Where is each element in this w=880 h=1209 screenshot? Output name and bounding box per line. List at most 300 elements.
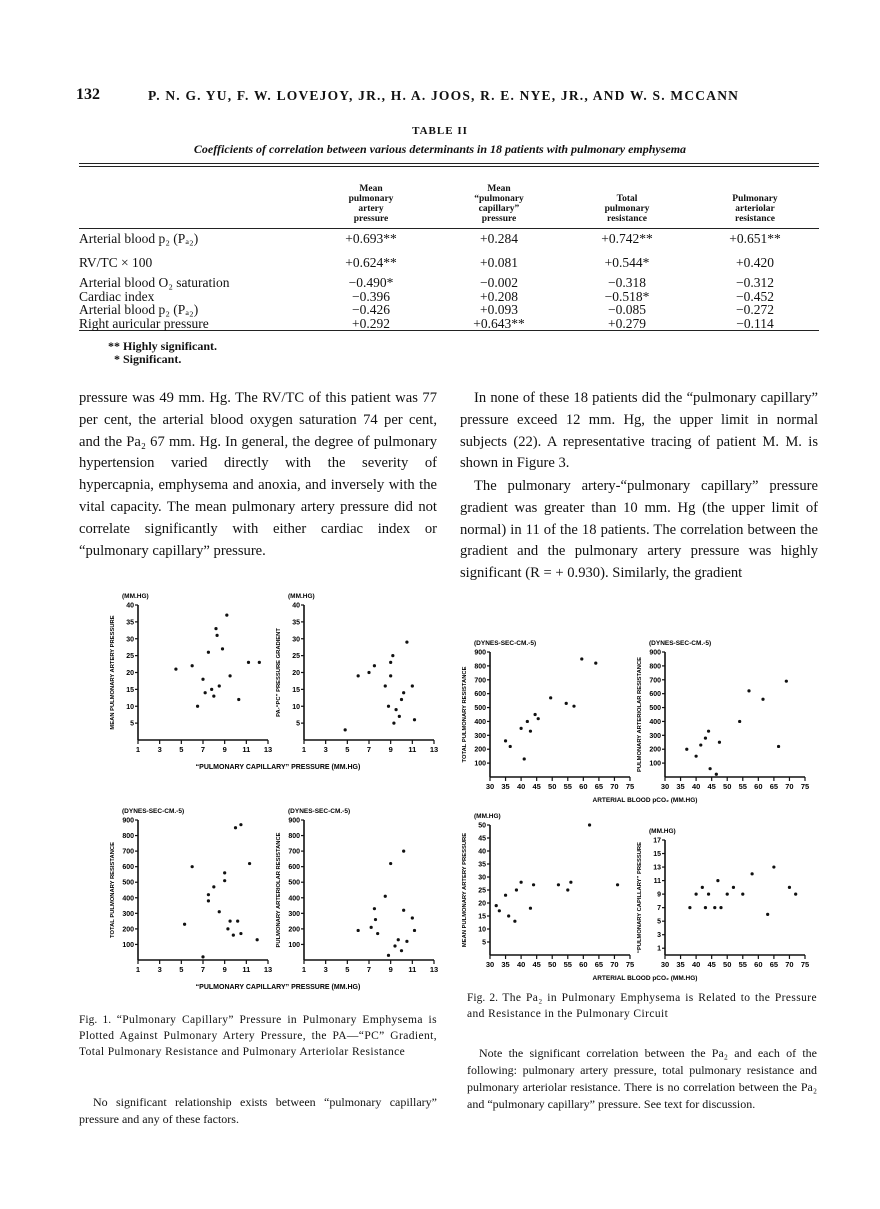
y-tick-label: 700 [122, 848, 134, 856]
data-point [402, 691, 405, 694]
y-tick-label: 50 [478, 822, 486, 830]
y-tick-label: 600 [288, 864, 300, 872]
data-point [221, 647, 224, 650]
data-point [509, 745, 512, 748]
x-tick-label: 75 [625, 782, 635, 791]
y-tick-label: 30 [126, 636, 134, 644]
cell: −0.518* [604, 288, 650, 304]
scatter-plot-1 [276, 593, 438, 754]
data-point [237, 698, 240, 701]
x-tick-label: 9 [222, 745, 227, 754]
y-tick-label: 3 [657, 932, 661, 940]
data-point [367, 671, 370, 674]
data-point [218, 684, 221, 687]
fig2-xlabel-top: ARTERIAL BLOOD pCO₂ (MM.HG) [592, 797, 698, 804]
body-text-left: pressure was 49 mm. Hg. The RV/TC of this patient was 77 per cent, the arterial blood oxygen saturation 74 per cent, and the Pa₂ 67 mm. Hg. In general, the degree of pulmonary hypertension varied directly with the severity of hypercapnia, emphysema and anoxia, and inversely with the vital capacity. The mean pulmonary artery pressure did not correlate significantly with either cardiac index or “pulmonary capillary” pressure. [79, 390, 437, 559]
x-tick-label: 60 [579, 960, 588, 969]
data-point [520, 881, 523, 884]
data-point [402, 850, 405, 853]
x-tick-label: 55 [563, 960, 572, 969]
data-point [515, 888, 518, 891]
data-point [732, 886, 735, 889]
data-point [741, 893, 744, 896]
y-tick-label: 35 [126, 619, 134, 627]
data-point [174, 668, 177, 671]
y-tick-label: 5 [130, 720, 134, 728]
data-point [588, 823, 591, 826]
x-tick-label: 65 [594, 782, 604, 791]
x-tick-label: 30 [485, 782, 495, 791]
x-tick-label: 45 [707, 960, 716, 969]
correlation-table [79, 172, 819, 330]
cell: +0.292 [352, 315, 390, 331]
data-point [393, 944, 396, 947]
data-point [565, 702, 568, 705]
data-point [580, 657, 583, 660]
x-tick-label: 35 [501, 960, 510, 969]
x-tick-label: 5 [345, 965, 350, 974]
y-tick-label: 15 [653, 851, 661, 859]
y-tick-label: 15 [478, 913, 486, 921]
col3-line: Pulmonary [732, 194, 778, 204]
body-text-right-p2: The pulmonary artery-“pulmonary capillary” pressure gradient was greater than 10 mm. Hg (the upper limit of normal) in 11 of the 18 patients. The correlation between the gradient and the pulmonary artery pressure was highly significant (R = + 0.930). Similarly, the gradient [460, 478, 818, 582]
data-point [207, 893, 210, 896]
data-point [191, 664, 194, 667]
data-point [225, 614, 228, 617]
cell: −0.396 [352, 288, 390, 304]
x-tick-label: 5 [179, 745, 184, 754]
data-point [504, 739, 507, 742]
data-point [392, 722, 395, 725]
y-tick-label: 200 [649, 746, 661, 754]
data-point [344, 728, 347, 731]
x-tick-label: 75 [625, 960, 635, 969]
data-point [719, 906, 722, 909]
y-tick-label: 17 [653, 837, 661, 845]
y-axis-label: “PULMONARY CAPILLARY” PRESSURE [637, 842, 643, 953]
x-tick-label: 50 [548, 960, 557, 969]
units-label: (DYNES-SEC-CM.-5) [122, 808, 185, 815]
running-header-authors: P. N. G. YU, F. W. LOVEJOY, JR., H. A. JOOS, R. E. NYE, JR., AND W. S. MCCANN [148, 88, 740, 103]
x-tick-label: 55 [738, 960, 747, 969]
data-point [788, 886, 791, 889]
x-tick-label: 11 [408, 745, 417, 754]
x-tick-label: 7 [200, 745, 206, 754]
x-tick-label: 11 [408, 965, 417, 974]
y-tick-label: 400 [122, 895, 134, 903]
scatter-plot-0 [110, 593, 272, 754]
y-tick-label: 600 [649, 691, 661, 699]
y-tick-label: 30 [292, 636, 300, 644]
data-point [761, 698, 764, 701]
table-row [79, 317, 819, 331]
y-tick-label: 25 [292, 653, 300, 661]
x-tick-label: 1 [135, 965, 141, 974]
note-highly-significant: ** Highly significant. [108, 339, 218, 353]
y-tick-label: 100 [122, 941, 134, 949]
data-point [766, 913, 769, 916]
data-point [534, 713, 537, 716]
y-axis-label: TOTAL PULMONARY RESISTANCE [110, 842, 116, 938]
x-tick-label: 3 [323, 745, 328, 754]
x-tick-label: 11 [242, 965, 251, 974]
table-header-row [79, 172, 819, 228]
table-top-rule [79, 163, 819, 164]
cell: −0.272 [736, 302, 774, 317]
data-point [411, 916, 414, 919]
data-point [688, 906, 691, 909]
x-tick-label: 40 [691, 782, 701, 791]
x-tick-label: 70 [610, 960, 619, 969]
x-tick-label: 50 [723, 782, 732, 791]
y-tick-label: 35 [478, 861, 486, 869]
units-label: (DYNES-SEC-CM.-5) [649, 640, 712, 647]
y-tick-label: 900 [474, 649, 486, 657]
data-point [699, 743, 702, 746]
data-point [707, 893, 710, 896]
data-point [513, 920, 516, 923]
data-point [374, 918, 377, 921]
x-tick-label: 60 [579, 782, 588, 791]
data-point [183, 923, 186, 926]
table-label: TABLE II [412, 125, 468, 137]
data-point [495, 904, 498, 907]
table-row [79, 228, 819, 250]
data-point [411, 684, 414, 687]
y-tick-label: 800 [649, 663, 661, 671]
data-point [239, 932, 242, 935]
col0-line: pressure [353, 214, 389, 224]
figure-2-note: Note the significant correlation between the Pa₂ and each of the following: pulmonary artery pressure, total pulmonary resistance and pulmonary arteriolar resistance. There is no correlation between the Pa₂ and “pulmonary capillary” pressure. See text for discussion. [467, 1046, 817, 1111]
data-point [248, 862, 251, 865]
data-point [373, 664, 376, 667]
data-point [572, 705, 575, 708]
data-point [258, 661, 261, 664]
data-point [751, 872, 754, 875]
cell: −0.318 [608, 275, 646, 290]
x-tick-label: 55 [738, 782, 747, 791]
x-tick-label: 9 [388, 965, 393, 974]
col-header-arteriolar-res [691, 172, 819, 228]
data-point [726, 893, 729, 896]
data-point [400, 949, 403, 952]
figure-2 [460, 630, 820, 985]
y-tick-label: 200 [474, 746, 486, 754]
col-header-total-res [563, 172, 691, 228]
row-label: Arterial blood p₂ (Pₐ₂) [79, 302, 199, 317]
data-point [526, 720, 529, 723]
data-point [716, 879, 719, 882]
cell: +0.693** [345, 231, 397, 247]
data-point [400, 698, 403, 701]
x-tick-label: 1 [135, 745, 141, 754]
data-point [212, 695, 215, 698]
y-tick-label: 200 [122, 926, 134, 934]
x-tick-label: 50 [548, 782, 557, 791]
data-point [373, 907, 376, 910]
col0-line: artery [358, 204, 384, 214]
data-point [685, 748, 688, 751]
cell: +0.081 [480, 255, 518, 271]
x-tick-label: 35 [676, 960, 685, 969]
y-tick-label: 15 [292, 686, 300, 694]
data-point [569, 881, 572, 884]
fig2-caption-lead: Fig. 2. [467, 992, 498, 1004]
data-point [777, 745, 780, 748]
cell: +0.624** [345, 255, 397, 271]
y-axis-label: TOTAL PULMONARY RESISTANCE [462, 666, 468, 763]
x-tick-label: 60 [754, 782, 763, 791]
data-point [191, 865, 194, 868]
cell: +0.643** [473, 315, 525, 331]
data-point [387, 954, 390, 957]
x-tick-label: 3 [323, 965, 328, 974]
x-tick-label: 7 [366, 745, 372, 754]
cell: −0.490* [348, 275, 394, 290]
row-label: RV/TC × 100 [79, 255, 153, 271]
fig1-caption-lead: Fig. 1. [79, 1014, 112, 1026]
data-point [223, 871, 226, 874]
data-point [532, 883, 535, 886]
x-tick-label: 65 [769, 960, 779, 969]
x-tick-label: 1 [301, 965, 307, 974]
data-point [413, 718, 416, 721]
data-point [594, 662, 597, 665]
data-point [196, 705, 199, 708]
x-tick-label: 30 [660, 782, 670, 791]
y-tick-label: 35 [292, 619, 300, 627]
table-row [79, 250, 819, 276]
x-tick-label: 40 [516, 960, 526, 969]
y-tick-label: 900 [122, 817, 134, 825]
data-point [529, 907, 532, 910]
data-point [397, 938, 400, 941]
cell: +0.208 [480, 288, 518, 304]
y-axis-label: PULMONARY ARTERIOLAR RESISTANCE [276, 832, 282, 948]
y-tick-label: 200 [288, 926, 300, 934]
cell: −0.426 [352, 302, 390, 317]
cell: +0.651** [729, 231, 781, 247]
cell: −0.312 [736, 275, 774, 290]
units-label: (MM.HG) [474, 813, 501, 820]
y-tick-label: 25 [126, 653, 134, 661]
cell: +0.544* [604, 255, 650, 271]
data-point [523, 757, 526, 760]
col0-line: pulmonary [348, 194, 394, 204]
units-label: (MM.HG) [288, 593, 315, 600]
y-tick-label: 40 [126, 602, 134, 610]
y-tick-label: 600 [122, 864, 134, 872]
y-tick-label: 5 [482, 939, 486, 947]
x-tick-label: 55 [563, 782, 572, 791]
col1-line: “pulmonary [474, 194, 524, 204]
x-tick-label: 45 [707, 782, 716, 791]
x-tick-label: 3 [157, 745, 162, 754]
data-point [207, 651, 210, 654]
y-axis-label: MEAN PULMONARY ARTERY PRESSURE [462, 832, 468, 948]
x-tick-label: 70 [610, 782, 619, 791]
data-point [214, 627, 217, 630]
cell: −0.085 [608, 302, 646, 317]
x-tick-label: 11 [242, 745, 251, 754]
figure-1 [78, 583, 458, 1003]
y-tick-label: 45 [478, 835, 486, 843]
y-tick-label: 11 [653, 878, 661, 886]
data-point [709, 767, 712, 770]
y-tick-label: 20 [478, 900, 486, 908]
x-tick-label: 60 [754, 960, 763, 969]
data-point [228, 920, 231, 923]
y-tick-label: 13 [653, 864, 661, 872]
data-point [704, 906, 707, 909]
x-tick-label: 13 [263, 745, 273, 754]
data-point [389, 862, 392, 865]
y-tick-label: 500 [288, 879, 300, 887]
cell: −0.114 [736, 315, 774, 331]
cell: +0.284 [480, 231, 518, 247]
x-tick-label: 65 [594, 960, 604, 969]
units-label: (MM.HG) [649, 828, 676, 835]
y-tick-label: 40 [478, 848, 486, 856]
data-point [212, 885, 215, 888]
fig2-xlabel-bottom: ARTERIAL BLOOD pCO₂ (MM.HG) [592, 975, 698, 982]
data-point [357, 929, 360, 932]
x-tick-label: 75 [800, 960, 810, 969]
col2-line: pulmonary [604, 204, 650, 214]
fig1-xlabel-bottom: “PULMONARY CAPILLARY” PRESSURE (MM.HG) [195, 984, 361, 991]
col2-line: resistance [607, 214, 647, 224]
y-tick-label: 900 [649, 649, 661, 657]
data-point [537, 717, 540, 720]
y-tick-label: 1 [657, 945, 661, 953]
data-point [504, 894, 507, 897]
row-label: Right auricular pressure [79, 315, 209, 331]
x-tick-label: 40 [691, 960, 701, 969]
x-tick-label: 50 [723, 960, 732, 969]
x-tick-label: 13 [263, 965, 273, 974]
y-tick-label: 25 [478, 887, 486, 895]
data-point [701, 886, 704, 889]
y-tick-label: 700 [649, 677, 661, 685]
y-tick-label: 500 [474, 705, 486, 713]
y-tick-label: 400 [649, 718, 661, 726]
y-tick-label: 100 [474, 760, 486, 768]
data-point [218, 910, 221, 913]
data-point [747, 689, 750, 692]
data-point [704, 737, 707, 740]
y-tick-label: 20 [292, 670, 300, 677]
y-tick-label: 7 [657, 905, 661, 913]
y-tick-label: 300 [649, 732, 661, 740]
cell: +0.279 [608, 315, 646, 331]
scatter-plot-7 [637, 828, 809, 969]
x-tick-label: 35 [676, 782, 685, 791]
data-point [695, 893, 698, 896]
x-tick-label: 3 [157, 965, 162, 974]
row-label: Cardiac index [79, 288, 155, 304]
table-row [79, 290, 819, 304]
x-tick-label: 1 [301, 745, 307, 754]
cell: +0.420 [736, 255, 774, 271]
figure-1-note: No significant relationship exists between “pulmonary capillary” pressure and any of these factors. [79, 1095, 437, 1126]
y-tick-label: 10 [478, 926, 486, 934]
x-tick-label: 45 [532, 960, 541, 969]
y-tick-label: 10 [126, 703, 134, 711]
data-point [520, 727, 523, 730]
x-tick-label: 35 [501, 782, 510, 791]
x-tick-label: 7 [366, 965, 372, 974]
data-point [402, 909, 405, 912]
col1-line: Mean [487, 184, 511, 194]
x-tick-label: 13 [429, 745, 439, 754]
page-number: 132 [76, 86, 100, 103]
col-header-mean-pa [307, 172, 435, 228]
y-tick-label: 300 [122, 910, 134, 918]
data-point [529, 730, 532, 733]
y-tick-label: 700 [288, 848, 300, 856]
fig2-caption-text: The Pa₂ in Pulmonary Emphysema is Related to the Pressure and Resistance in the Pulmonary Circuit [467, 992, 817, 1020]
x-tick-label: 7 [200, 965, 206, 974]
data-point [232, 934, 235, 937]
data-point [201, 678, 204, 681]
col1-line: pressure [481, 214, 517, 224]
x-tick-label: 45 [532, 782, 541, 791]
data-point [226, 927, 229, 930]
col-header-mean-pc [435, 172, 563, 228]
y-tick-label: 40 [292, 602, 300, 610]
data-point [405, 641, 408, 644]
data-point [772, 865, 775, 868]
note-significant: * Significant. [114, 352, 182, 366]
y-tick-label: 100 [288, 941, 300, 949]
data-point [234, 826, 237, 829]
data-point [387, 705, 390, 708]
data-point [549, 696, 552, 699]
y-tick-label: 300 [288, 910, 300, 918]
fig1-caption-text: “Pulmonary Capillary” Pressure in Pulmonary Emphysema is Plotted Against Pulmonary Artery Pressure, the PA—“PC” Gradient, Total Pulmonary Resistance and Pulmonary Arteriolar Resistance [79, 1014, 437, 1058]
units-label: (MM.HG) [122, 593, 149, 600]
data-point [210, 688, 213, 691]
y-tick-label: 600 [474, 691, 486, 699]
fig1-xlabel-top: “PULMONARY CAPILLARY” PRESSURE (MM.HG) [195, 764, 361, 771]
scatter-plot-2 [110, 808, 272, 974]
y-tick-label: 500 [649, 705, 661, 713]
data-point [228, 674, 231, 677]
data-point [794, 893, 797, 896]
x-tick-label: 5 [179, 965, 184, 974]
data-point [357, 674, 360, 677]
row-label: Arterial blood O₂ saturation [79, 275, 230, 290]
col2-line: Total [616, 194, 638, 204]
data-point [204, 691, 207, 694]
data-point [738, 720, 741, 723]
x-tick-label: 70 [785, 782, 794, 791]
data-point [616, 883, 619, 886]
y-tick-label: 300 [474, 732, 486, 740]
x-tick-label: 13 [429, 965, 439, 974]
y-tick-label: 800 [474, 663, 486, 671]
y-axis-label: PA-“PC” PRESSURE GRADIENT [276, 628, 282, 717]
y-tick-label: 15 [126, 686, 134, 694]
data-point [498, 909, 501, 912]
y-tick-label: 800 [122, 833, 134, 841]
table-notes [108, 340, 217, 366]
data-point [394, 708, 397, 711]
x-tick-label: 40 [516, 782, 526, 791]
data-point [215, 634, 218, 637]
data-point [391, 654, 394, 657]
cell: +0.742** [601, 231, 653, 247]
